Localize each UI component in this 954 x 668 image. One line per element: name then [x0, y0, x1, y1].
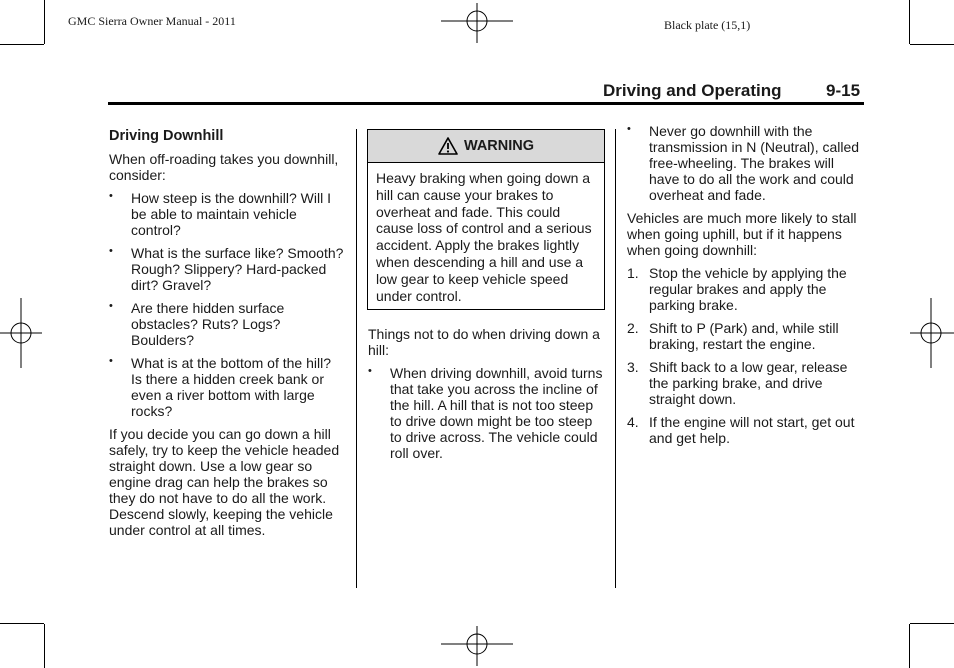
intro-text: Things not to do when driving down a hill:: [368, 326, 600, 358]
crop-mark: [909, 0, 910, 44]
intro-text: When off-roading takes you downhill, consider:: [109, 151, 339, 183]
section-title: Driving and Operating: [603, 81, 782, 100]
step-item: [627, 414, 863, 446]
warning-header: [368, 130, 604, 163]
steps-list: [627, 265, 863, 446]
step-number: 4.: [627, 414, 639, 430]
registration-mark-top: [441, 3, 513, 43]
list-item: • Are there hidden surface obstacles? Ruts? Logs? Boulders?: [109, 300, 285, 348]
step-text: If the engine will not start, get out and get help.: [649, 414, 855, 446]
list-item: • Never go downhill with the transmission in N (Neutral), called free-wheeling. The brakes will have to do all the work and could overheat and fade.: [627, 123, 860, 203]
bullet-icon: •: [109, 355, 113, 367]
manual-title: GMC Sierra Owner Manual - 2011: [68, 14, 236, 28]
column-divider: [615, 129, 616, 588]
bullet-icon: •: [627, 123, 631, 135]
crop-mark: [0, 44, 44, 45]
page-number: 9-15: [826, 81, 861, 100]
warning-text: Heavy braking when going down a hill can cause your brakes to overheat and fade. This could cause loss of control and a serious accident. Apply the brakes lightly when descending a hill and use a low gear to keep vehicle speed under control.: [376, 170, 592, 304]
step-item: [627, 320, 863, 352]
registration-mark-left: [0, 298, 42, 368]
column-divider: [356, 129, 357, 588]
step-text: Stop the vehicle by applying the regular brakes and apply the parking brake.: [649, 265, 847, 313]
step-text: Shift to P (Park) and, while still braking, restart the engine.: [649, 320, 839, 352]
subsection-heading: Driving Downhill: [109, 128, 224, 144]
registration-mark-bottom: [441, 626, 513, 666]
registration-mark-right: [910, 298, 954, 368]
bullet-icon: •: [109, 300, 113, 312]
avoid-list-continued: [627, 123, 863, 203]
crop-mark: [910, 623, 954, 624]
plate-label: Black plate (15,1): [664, 18, 751, 32]
warning-icon: [438, 137, 458, 155]
step-number: 3.: [627, 359, 639, 375]
bullet-icon: •: [368, 365, 372, 377]
stall-paragraph: Vehicles are much more likely to stall when going uphill, but if it happens when going downhill:: [627, 210, 857, 258]
step-number: 2.: [627, 320, 639, 336]
crop-mark: [909, 624, 910, 668]
step-item: [627, 359, 863, 407]
avoid-list: [368, 365, 604, 461]
list-item: • What is the surface like? Smooth? Rough? Slippery? Hard-packed dirt? Gravel?: [109, 245, 344, 293]
consider-list: [109, 190, 345, 419]
step-text: Shift back to a low gear, release the parking brake, and drive straight down.: [649, 359, 848, 407]
step-item: [627, 265, 863, 313]
crop-mark: [44, 624, 45, 668]
warning-box: [367, 129, 605, 310]
right-column: [627, 123, 863, 453]
crop-mark: [910, 44, 954, 45]
middle-column: [368, 326, 604, 468]
header-rule: [108, 102, 864, 105]
warning-label: WARNING: [463, 138, 535, 154]
closing-text: If you decide you can go down a hill safely, try to keep the vehicle headed straight down. Use a low gear so engine drag can help the brakes so they do not have to do all the work. Descend slowly, keeping the vehicle under control at all times.: [109, 426, 340, 538]
step-number: 1.: [627, 265, 639, 281]
crop-mark: [0, 623, 44, 624]
left-column: [109, 128, 345, 545]
list-item: • What is at the bottom of the hill? Is there a hidden creek bank or even a river bottom with large rocks?: [109, 355, 331, 419]
list-item: • How steep is the downhill? Will I be able to maintain vehicle control?: [109, 190, 331, 238]
list-item: • When driving downhill, avoid turns that take you across the incline of the hill. A hill that is not too steep to drive down might be too steep to drive across. The vehicle could roll over.: [368, 365, 603, 461]
crop-mark: [44, 0, 45, 44]
bullet-icon: •: [109, 190, 113, 202]
bullet-icon: •: [109, 245, 113, 257]
